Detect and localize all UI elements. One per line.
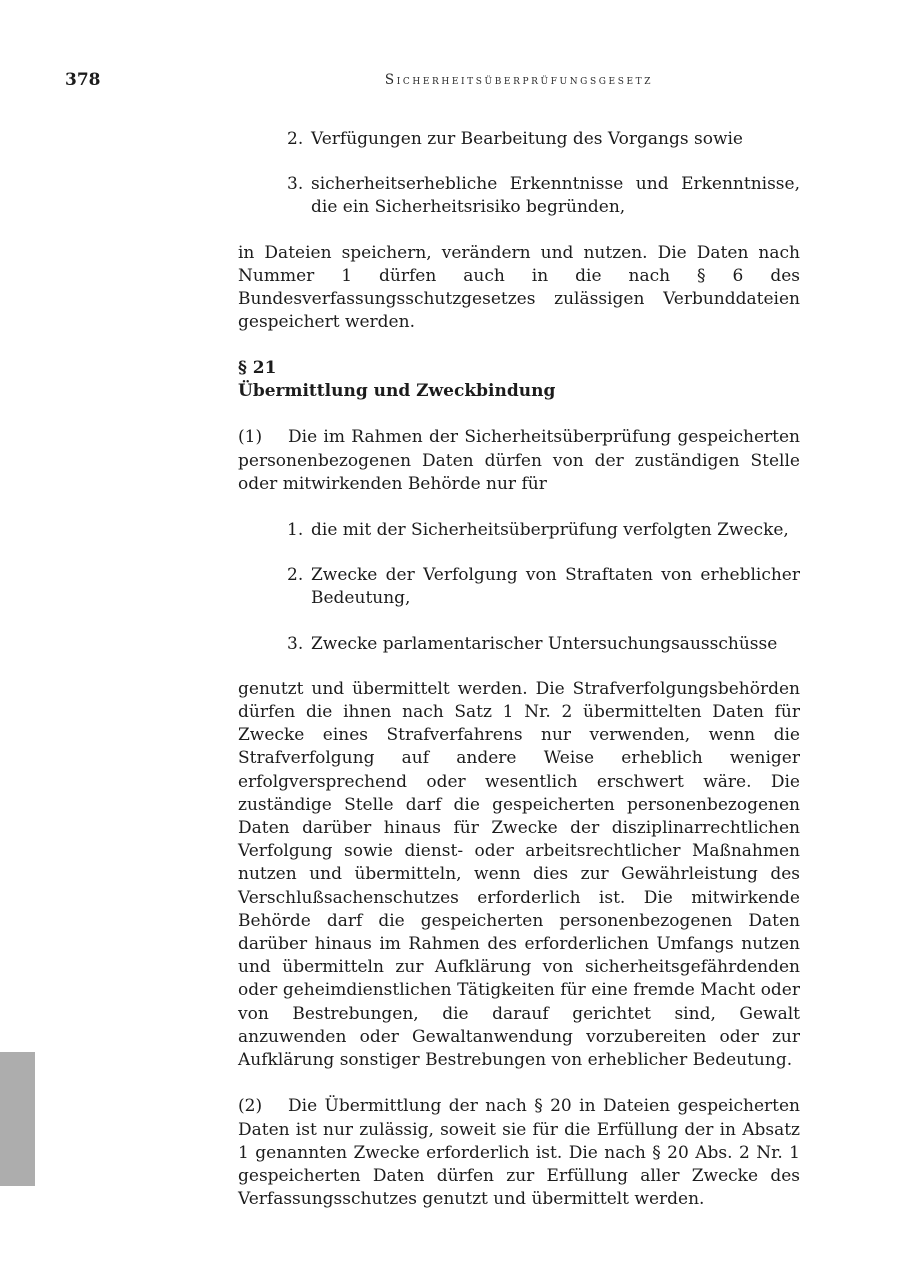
list-item-text: Zwecke parlamentarischer Untersuchungsausschüsse	[311, 633, 778, 654]
list-item-text: Verfügungen zur Bearbeitung des Vorgangs sowie	[311, 129, 743, 149]
list-item	[238, 564, 800, 610]
text-column	[238, 128, 800, 1234]
list-item-marker: 2.	[287, 129, 304, 149]
paragraph-1-text: Die im Rahmen der Sicherheitsüberprüfung gespeicherten personenbezogenen Daten dürfen von der zuständigen Stelle oder mitwirkenden Behörde nur für	[238, 427, 800, 494]
paragraph-intro: in Dateien speichern, verändern und nutzen. Die Daten nach Nummer 1 dürfen auch in die nach § 6 des Bundesverfassungsschutzgesetzes zulässigen Verbunddateien gespeichert werden.	[238, 242, 800, 333]
section-title: Übermittlung und Zweckbindung	[238, 380, 556, 401]
section-heading	[238, 357, 800, 402]
list-item	[238, 633, 800, 656]
running-title: Sicherheitsüberprüfungsgesetz	[384, 72, 654, 88]
page-number: 378	[65, 70, 101, 90]
list-item-text: sicherheitserhebliche Erkenntnisse und Erkenntnisse, die ein Sicherheitsrisiko begründen,	[311, 174, 800, 218]
list-item-text: die mit der Sicherheitsüberprüfung verfolgten Zwecke,	[311, 520, 789, 541]
list-item	[238, 519, 800, 542]
page-edge-tab	[0, 1052, 35, 1186]
paragraph-2-marker: (2)	[238, 1096, 263, 1117]
list-item-marker: 3.	[287, 633, 304, 654]
numbered-list-purposes	[238, 519, 800, 656]
list-item	[238, 128, 800, 151]
paragraph-usage: genutzt und übermittelt werden. Die Strafverfolgungsbehörden dürfen die ihnen nach Satz 1 Nr. 2 übermittelten Daten für Zwecke eines Strafverfahrens nur verwenden, wenn die Strafverfolgung auf andere Weise erheblich weniger erfolgversprechend oder wesentlich erschwert wäre. Die zuständige Stelle darf die gespeicherten personenbezogenen Daten darüber hinaus für Zwecke der disziplinarrechtlichen Verfolgung sowie dienst- oder arbeitsrechtlicher Maßnahmen nutzen und übermitteln, wenn dies zur Gewährleistung des Verschlußsachenschutzes erforderlich ist. Die mitwirkende Behörde darf die gespeicherten personenbezogenen Daten darüber hinaus im Rahmen des erforderlichen Umfangs nutzen und übermitteln zur Aufklärung von sicherheitsgefährdenden oder geheimdienstlichen Tätigkeiten für eine fremde Macht oder von Bestrebungen, die darauf gerichtet sind, Gewalt anzuwenden oder Gewaltanwendung vorzubereiten oder zur Aufklärung sonstiger Bestrebungen von erheblicher Bedeutung.	[238, 678, 800, 1071]
list-item-marker: 1.	[287, 520, 304, 541]
list-item-marker: 2.	[287, 565, 304, 586]
list-item	[238, 173, 800, 219]
paragraph-1-marker: (1)	[238, 427, 263, 448]
section-number: § 21	[238, 358, 277, 379]
list-item-marker: 3.	[287, 174, 304, 195]
paragraph-2-text: Die Übermittlung der nach § 20 in Dateien gespeicherten Daten ist nur zulässig, soweit sie für die Erfüllung der in Absatz 1 genannten Zwecke erforderlich ist. Die nach § 20 Abs. 2 Nr. 1 gespeicherten Daten dürfen zur Erfüllung aller Zwecke des Verfassungsschutzes genutzt und übermittelt werden.	[238, 1096, 800, 1210]
paragraph-2	[238, 1095, 800, 1211]
list-item-text: Zwecke der Verfolgung von Straftaten von erheblicher Bedeutung,	[311, 565, 800, 609]
numbered-list-top	[238, 128, 800, 220]
paragraph-1	[238, 426, 800, 496]
